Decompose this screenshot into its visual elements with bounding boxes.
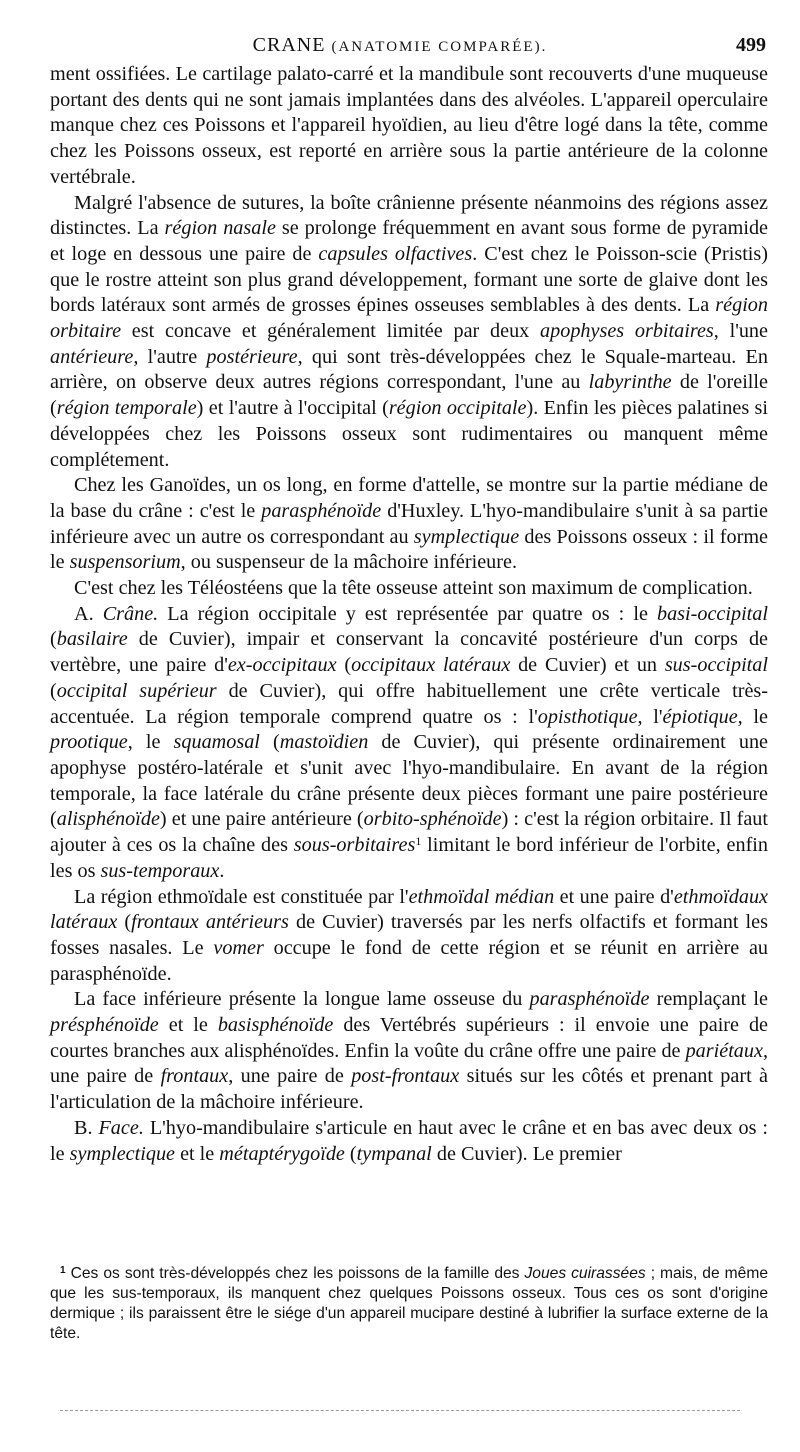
text-run: occupe le fond de cette région et se réunit en arrière au parasphénoïde.	[50, 936, 768, 985]
text-run: de l'oreille (	[50, 371, 768, 420]
paragraph-6	[50, 885, 768, 988]
italic-term: région occipitale	[388, 397, 527, 420]
body-text	[50, 62, 768, 1167]
italic-term: basisphénoïde	[217, 1014, 334, 1037]
text-run: , une paire de	[228, 1065, 352, 1088]
text-run: de Cuvier), qui offre habituellement une crête verticale très-accentuée. La région temporale comprend quatre os : l'	[50, 679, 768, 728]
italic-term: présphénoïde	[50, 1014, 159, 1037]
italic-term: postérieure	[206, 345, 298, 368]
text-run: (	[117, 911, 132, 934]
italic-term: ethmoïdaux latéraux	[50, 885, 768, 934]
text-run: d'Huxley. L'hyo-mandibulaire s'unit à sa partie inférieure avec un autre os correspondant au	[50, 499, 768, 548]
italic-term: ethmoïdal médian	[408, 885, 555, 908]
italic-term: région orbitaire	[50, 294, 768, 343]
text-run: ) : c'est la région orbitaire. Il faut ajouter à ces os la chaîne des	[50, 808, 768, 857]
text-run: Malgré l'absence de sutures, la boîte crânienne présente néanmoins des régions assez distinctes. La	[50, 191, 768, 240]
paragraph-2	[50, 191, 768, 474]
italic-term: métaptérygoïde	[219, 1142, 345, 1165]
italic-term: basilaire	[56, 628, 128, 651]
footnote-reference: 1	[415, 834, 422, 849]
italic-term: alisphénoïde	[56, 808, 160, 831]
italic-term: squamosal	[173, 731, 260, 754]
running-title-sub: (ANATOMIE COMPARÉE).	[331, 39, 548, 55]
text-run: (	[344, 1142, 357, 1165]
italic-term: région temporale	[56, 397, 197, 420]
text-run: , qui sont très-développées chez le Squale-marteau. En arrière, on observe deux autres régions correspondant, l'une au	[50, 345, 768, 394]
italic-term: suspensorium	[69, 551, 181, 574]
italic-term: labyrinthe	[588, 371, 672, 394]
text-run: remplaçant le	[649, 988, 768, 1011]
paragraph-3	[50, 473, 768, 576]
footer-dotted-rule	[60, 1410, 740, 1411]
text-run: L'hyo-mandibulaire s'articule en haut avec le crâne et en bas avec deux os : le	[50, 1116, 768, 1165]
italic-term: tympanal	[356, 1142, 432, 1165]
paragraph-1	[50, 62, 768, 191]
text-run: des Poissons osseux : il forme le	[50, 525, 768, 574]
text-run: situés sur les côtés et prenant part à l'articulation de la mâchoire inférieure.	[50, 1065, 768, 1114]
paragraph-4	[50, 576, 768, 602]
text-run: ) et l'autre à l'occipital (	[196, 397, 389, 420]
italic-term: apophyses orbitaires	[540, 320, 714, 343]
text-run: C'est chez les Téléostéens que la tête osseuse atteint son maximum de complication.	[74, 577, 753, 600]
text-run: Chez les Ganoïdes, un os long, en forme d'attelle, se montre sur la partie médiane de la base du crâne : c'est le	[50, 474, 768, 522]
text-run: est concave et généralement limitée par deux	[121, 320, 541, 343]
text-run: de Cuvier), impair et conservant la concavité postérieure d'un corps de vertèbre, une paire d'	[50, 628, 768, 677]
italic-term: occipital supérieur	[56, 679, 217, 702]
italic-term: prootique	[50, 731, 128, 754]
text-run: ). Enfin les pièces palatines si développées chez les Poissons osseux sont rudimentaires ou manquent même complétement.	[50, 397, 768, 471]
italic-term: occipitaux latéraux	[351, 654, 511, 677]
text-run: A.	[74, 602, 103, 625]
italic-term: sus-occipital	[664, 654, 768, 677]
text-run: et le	[175, 1142, 220, 1165]
italic-term: frontaux antérieurs	[131, 911, 289, 934]
text-run: ment ossifiées. Le cartilage palato-carré et la mandibule sont recouverts d'une muqueuse portant des dents qui ne sont jamais implantées dans des alvéoles. L'appareil operculaire manque chez ces Poissons et l'appareil hyoïdien, au lieu d'être logé dans la tête, comme chez les Poissons osseux, est reporté en arrière sous la partie antérieure de la colonne vertébrale.	[50, 63, 768, 188]
text-run: B.	[74, 1116, 99, 1139]
italic-term: frontaux	[160, 1065, 229, 1088]
text-run: .	[219, 859, 225, 882]
text-run: et une paire d'	[554, 885, 674, 908]
section-heading-face: Face.	[98, 1116, 144, 1139]
italic-term: symplectique	[413, 525, 520, 548]
italic-term: capsules olfactives	[318, 242, 473, 265]
italic-term: ex-occipitaux	[227, 654, 337, 677]
text-run: , l'une	[713, 320, 768, 343]
paragraph-7	[50, 987, 768, 1116]
running-header	[0, 30, 800, 60]
text-run: , le	[127, 731, 174, 754]
text-run: de Cuvier), qui présente ordinairement une apophyse postéro-latérale et s'unit avec l'hyo-mandibulaire. En avant de la région temporale, la face latérale du crâne présente deux pièces formant une paire postérieure (	[50, 731, 768, 831]
text-run: La face inférieure présente la longue lame osseuse du	[74, 988, 530, 1011]
text-run: (	[259, 731, 280, 754]
text-run: , l'autre	[133, 345, 207, 368]
running-title-main: CRANE	[252, 34, 326, 56]
page-number: 499	[736, 34, 766, 56]
text-run: des Vertébrés supérieurs : il envoie une paire de courtes branches aux alisphénoïdes. Enfin la voûte du crâne offre une paire de	[50, 1014, 769, 1062]
text-run: . C'est chez le Poisson-scie (Pristis) que le rostre atteint son plus grand développement, formant une sorte de glaive dont les bords latéraux sont armés de grosses épines osseuses semblables à des dents. La	[50, 242, 768, 317]
italic-term: orbito-sphénoïde	[363, 808, 502, 831]
text-run: , l'	[637, 705, 663, 728]
italic-term: Joues cuirassées	[524, 1265, 646, 1282]
italic-term: pariétaux	[685, 1039, 763, 1062]
text-run: ; mais, de même que les sus-temporaux, ils manquent chez quelques Poissons osseux. Tous ces os sont d'origine dermique ; ils paraissent être le siége d'un appareil mucipare destiné à lubrifier la surface externe de la tête.	[50, 1265, 768, 1342]
text-run: (	[336, 654, 352, 677]
text-run: (	[50, 679, 57, 702]
text-run: , une paire de	[50, 1039, 768, 1088]
text-run: (	[50, 628, 57, 651]
text-run: ) et une paire antérieure (	[159, 808, 364, 831]
italic-term: sous-orbitaires	[293, 834, 416, 857]
italic-term: vomer	[213, 936, 264, 959]
text-run: La région occipitale y est représentée par quatre os : le	[158, 602, 657, 625]
italic-term: région nasale	[164, 217, 276, 240]
text-run: se prolonge fréquemment en avant sous forme de pyramide et loge en dessous une paire de	[50, 217, 768, 265]
text-run: et le	[158, 1014, 218, 1037]
italic-term: antérieure	[50, 345, 134, 368]
text-run: La région ethmoïdale est constituée par l'	[74, 885, 409, 908]
paragraph-8	[50, 1116, 768, 1167]
italic-term: mastoïdien	[279, 731, 369, 754]
text-run: de Cuvier) traversés par les nerfs olfactifs et formant les fosses nasales. Le	[50, 911, 768, 959]
text-run: Ces os sont très-développés chez les poissons de la famille des	[65, 1265, 525, 1282]
italic-term: post-frontaux	[351, 1065, 460, 1088]
text-run: , ou suspenseur de la mâchoire inférieure.	[180, 551, 517, 574]
footnote-text	[50, 1264, 768, 1344]
paragraph-5	[50, 602, 768, 885]
italic-term: parasphénoïde	[529, 988, 650, 1011]
running-title	[0, 34, 800, 57]
italic-term: opisthotique	[537, 705, 638, 728]
section-heading-crane: Crâne.	[102, 602, 159, 625]
italic-term: épiotique	[662, 705, 738, 728]
italic-term: basi-occipital	[656, 602, 768, 625]
text-run: de Cuvier) et un	[510, 654, 665, 677]
footnote	[50, 1264, 768, 1344]
text-run: limitant le bord inférieur de l'orbite, enfin les os	[50, 834, 768, 882]
footnote-marker: 1	[60, 1265, 66, 1276]
text-run: de Cuvier). Le premier	[431, 1142, 622, 1165]
italic-term: parasphénoïde	[261, 499, 382, 522]
italic-term: sus-temporaux	[100, 859, 220, 882]
text-run: , le	[737, 705, 768, 728]
italic-term: symplectique	[69, 1142, 176, 1165]
